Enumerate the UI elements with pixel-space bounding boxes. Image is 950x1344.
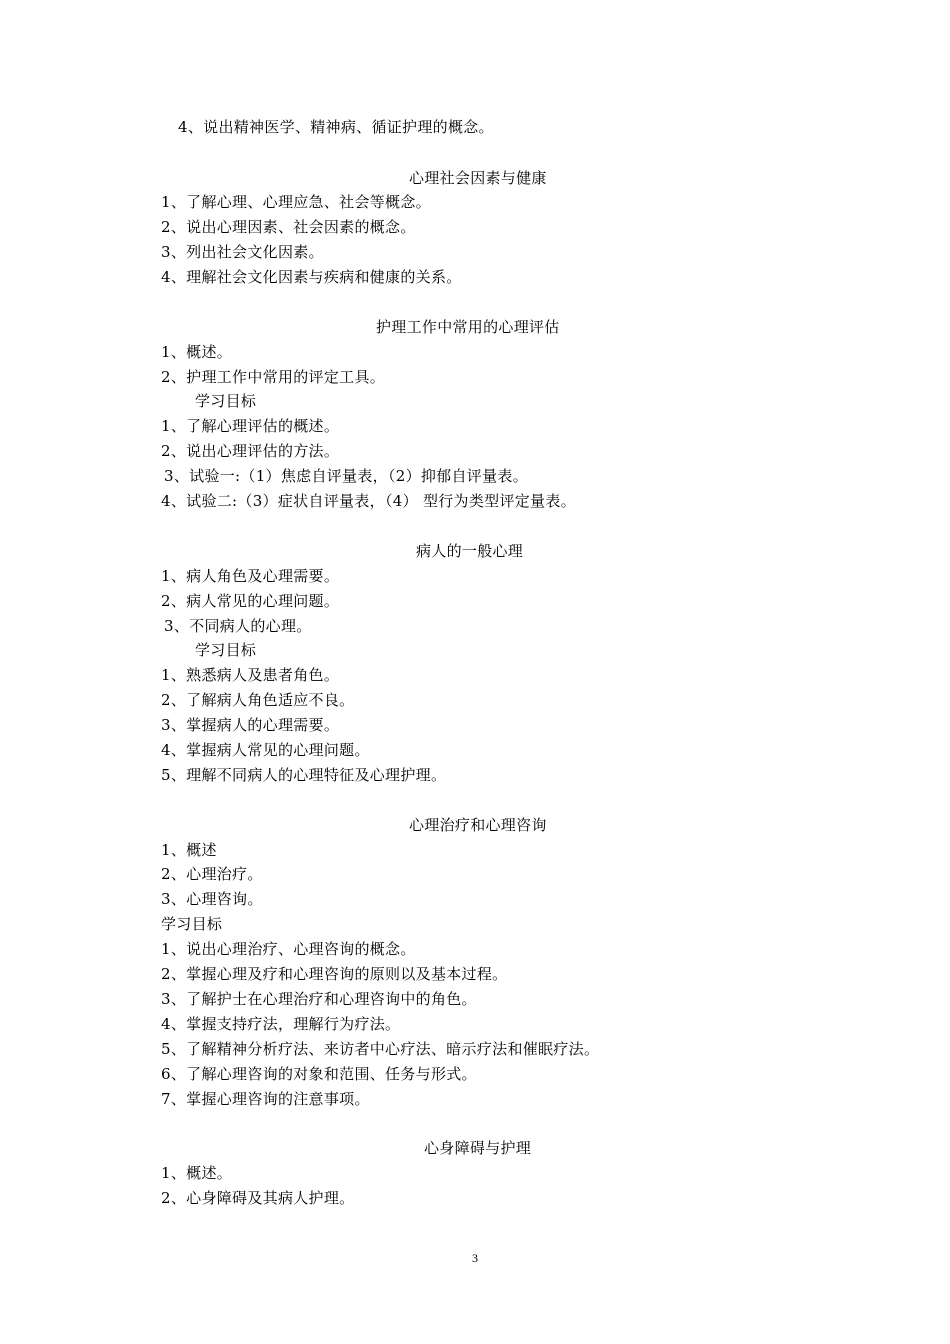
objective-item: 2、说出心理因素、社会因素的概念。 <box>161 218 416 236</box>
objective-item: 4、掌握病人常见的心理问题。 <box>161 741 370 759</box>
objective-item: 4、掌握支持疗法，理解行为疗法。 <box>161 1015 401 1033</box>
content-item: 3、心理咨询。 <box>161 890 263 908</box>
objective-item: 3、掌握病人的心理需要。 <box>161 716 340 734</box>
content-item: 2、心理治疗。 <box>161 865 263 883</box>
section-title: 心理治疗和心理咨询 <box>409 816 547 834</box>
objective-item: 7、掌握心理咨询的注意事项。 <box>161 1090 370 1108</box>
objective-item: 4、理解社会文化因素与疾病和健康的关系。 <box>161 268 462 286</box>
section-title: 心理社会因素与健康 <box>409 169 547 187</box>
objective-item: 1、了解心理评估的概述。 <box>161 417 340 435</box>
objective-item: 1、熟悉病人及患者角色。 <box>161 666 340 684</box>
objective-item: 4、试验二:（3）症状自评量表，（4） 型行为类型评定量表。 <box>161 492 576 510</box>
goals-label: 学习目标 <box>195 392 257 410</box>
page-number: 3 <box>472 1251 478 1265</box>
content-item: 3、不同病人的心理。 <box>164 617 312 635</box>
goals-label: 学习目标 <box>161 915 223 933</box>
objective-item: 6、了解心理咨询的对象和范围、任务与形式。 <box>161 1065 477 1083</box>
section-title: 心身障碍与护理 <box>424 1139 532 1157</box>
objective-item: 2、掌握心理及疗和心理咨询的原则以及基本过程。 <box>161 965 508 983</box>
section-title: 病人的一般心理 <box>416 542 524 560</box>
objective-item: 1、了解心理、心理应急、社会等概念。 <box>161 193 431 211</box>
goals-label: 学习目标 <box>195 641 257 659</box>
objective-item: 5、理解不同病人的心理特征及心理护理。 <box>161 766 447 784</box>
objective-item: 2、了解病人角色适应不良。 <box>161 691 355 709</box>
content-item: 1、概述。 <box>161 343 233 361</box>
content-item: 2、心身障碍及其病人护理。 <box>161 1189 355 1207</box>
objective-item: 3、试验一:（1）焦虑自评量表，（2）抑郁自评量表。 <box>164 467 528 485</box>
intro-item: 4、说出精神医学、精神病、循证护理的概念。 <box>178 118 494 136</box>
content-item: 1、概述。 <box>161 1164 233 1182</box>
objective-item: 1、说出心理治疗、心理咨询的概念。 <box>161 940 416 958</box>
content-item: 2、病人常见的心理问题。 <box>161 592 340 610</box>
content-item: 1、概述 <box>161 841 217 859</box>
content-item: 2、护理工作中常用的评定工具。 <box>161 368 386 386</box>
section-title: 护理工作中常用的心理评估 <box>376 318 560 336</box>
objective-item: 2、说出心理评估的方法。 <box>161 442 340 460</box>
content-item: 1、病人角色及心理需要。 <box>161 567 340 585</box>
objective-item: 3、了解护士在心理治疗和心理咨询中的角色。 <box>161 990 477 1008</box>
objective-item: 5、了解精神分析疗法、来访者中心疗法、暗示疗法和催眠疗法。 <box>161 1040 600 1058</box>
objective-item: 3、列出社会文化因素。 <box>161 243 324 261</box>
